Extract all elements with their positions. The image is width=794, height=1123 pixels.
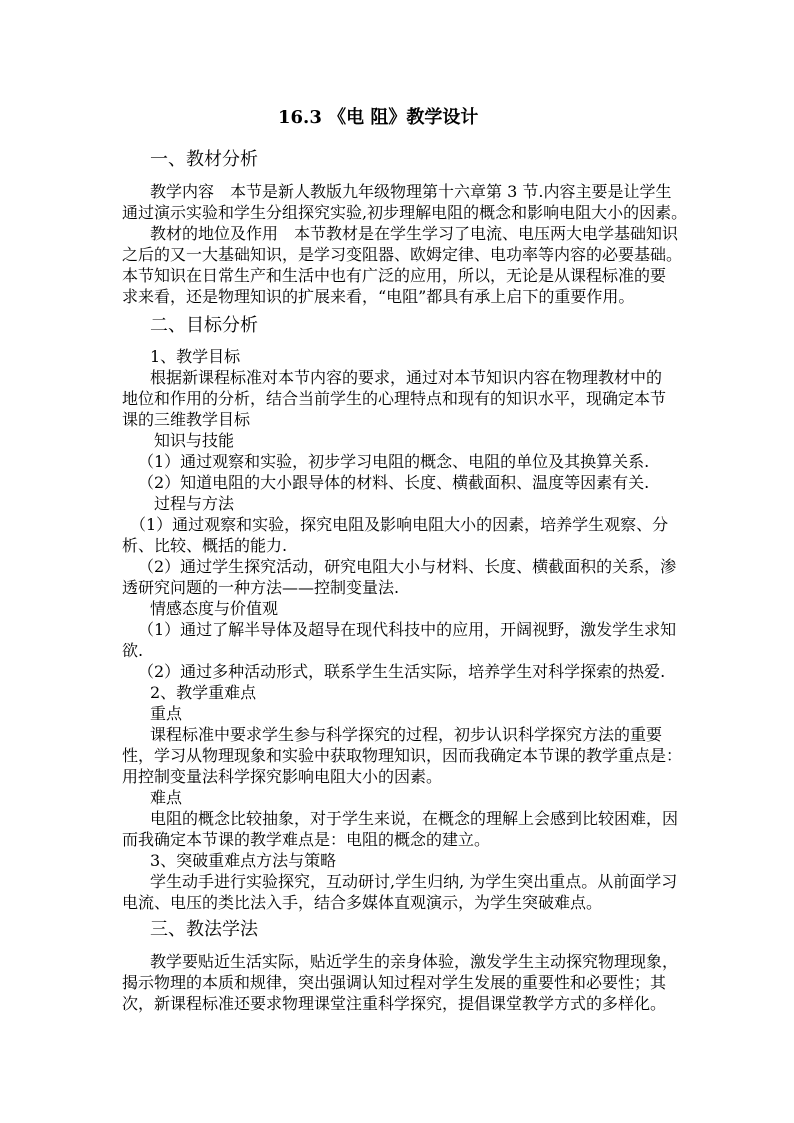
list-item: 透研究问题的一种方法——控制变量法. xyxy=(122,578,400,597)
paragraph-line: 课程标准中要求学生参与科学探究的过程，初步认识科学探究方法的重要 xyxy=(150,725,663,744)
paragraph-line: 教学内容 本节是新人教版九年级物理第十六章第 3 节.内容主要是让学生 xyxy=(150,182,672,201)
paragraph-line: 而我确定本节课的教学难点是：电阻的概念的建立。 xyxy=(122,830,491,849)
list-item: 欲. xyxy=(122,641,144,660)
paragraph-line: 课的三维教学目标 xyxy=(122,410,251,429)
paragraph-line: 求来看，还是物理知识的扩展来看，“电阻”都具有承上启下的重要作用。 xyxy=(122,287,635,306)
section-heading-teaching-methods: 三、教法学法 xyxy=(150,919,258,940)
goal-heading: 过程与方法 xyxy=(154,494,235,513)
paragraph-line: 本节知识在日常生产和生活中也有广泛的应用，所以，无论是从课程标准的要 xyxy=(122,266,667,285)
paragraph-line: 性，学习从物理现象和实验中获取物理知识，因而我确定本节课的教学重点是： xyxy=(122,746,683,765)
paragraph-line: 教学要贴近生活实际，贴近学生的亲身体验，激发学生主动探究物理现象， xyxy=(150,952,679,971)
paragraph-line: 揭示物理的本质和规律，突出强调认知过程对学生发展的重要性和必要性；其 xyxy=(122,973,667,992)
paragraph-line: 电阻的概念比较抽象，对于学生来说，在概念的理解上会感到比较困难，因 xyxy=(150,809,679,828)
list-item: （2）知道电阻的大小跟导体的材料、长度、横截面积、温度等因素有关. xyxy=(138,473,650,492)
goal-heading: 难点 xyxy=(150,788,183,807)
list-item: （1）通过观察和实验，初步学习电阻的概念、电阻的单位及其换算关系. xyxy=(138,452,650,471)
paragraph-line: 学生动手进行实验探究，互动研讨,学生归纳, 为学生突出重点。从前面学习 xyxy=(150,872,678,891)
subsection-heading: 3、突破重难点方法与策略 xyxy=(150,851,337,870)
list-item: 析、比较、概括的能力. xyxy=(122,536,288,555)
paragraph-line: 教材的地位及作用 本节教材是在学生学习了电流、电压两大电学基础知识 xyxy=(150,224,679,243)
list-item: （2）通过学生探究活动，研究电阻大小与材料、长度、横截面积的关系，渗 xyxy=(138,557,677,576)
section-heading-textbook-analysis: 一、教材分析 xyxy=(150,149,258,170)
paragraph-line: 通过演示实验和学生分组探究实验,初步理解电阻的概念和影响电阻大小的因素。 xyxy=(122,203,688,222)
list-item: （1）通过观察和实验，探究电阻及影响电阻大小的因素，培养学生观察、分 xyxy=(130,515,669,534)
paragraph-line: 地位和作用的分析，结合当前学生的心理特点和现有的知识水平，现确定本节 xyxy=(122,389,667,408)
list-item: （2）通过多种活动形式，联系学生生活实际，培养学生对科学探索的热爱. xyxy=(138,662,666,681)
goal-heading: 知识与技能 xyxy=(154,431,235,450)
list-item: （1）通过了解半导体及超导在现代科技中的应用，开阔视野，激发学生求知 xyxy=(138,620,677,639)
subsection-heading: 2、教学重难点 xyxy=(150,683,257,702)
paragraph-line: 根据新课程标准对本节内容的要求，通过对本节知识内容在物理教材中的 xyxy=(150,368,663,387)
goal-heading: 重点 xyxy=(150,704,183,723)
subsection-heading: 1、教学目标 xyxy=(150,347,241,366)
paragraph-line: 次，新课程标准还要求物理课堂注重科学探究，提倡课堂教学方式的多样化。 xyxy=(122,994,667,1013)
paragraph-line: 电流、电压的类比法入手，结合多媒体直观演示，为学生突破难点。 xyxy=(122,893,603,912)
section-heading-goal-analysis: 二、目标分析 xyxy=(150,315,258,336)
paragraph-line: 之后的又一大基础知识，是学习变阻器、欧姆定律、电功率等内容的必要基础。 xyxy=(122,245,683,264)
goal-heading: 情感态度与价值观 xyxy=(150,599,279,618)
document-title: 16.3 《电 阻》教学设计 xyxy=(278,107,479,128)
paragraph-line: 用控制变量法科学探究影响电阻大小的因素。 xyxy=(122,767,443,786)
